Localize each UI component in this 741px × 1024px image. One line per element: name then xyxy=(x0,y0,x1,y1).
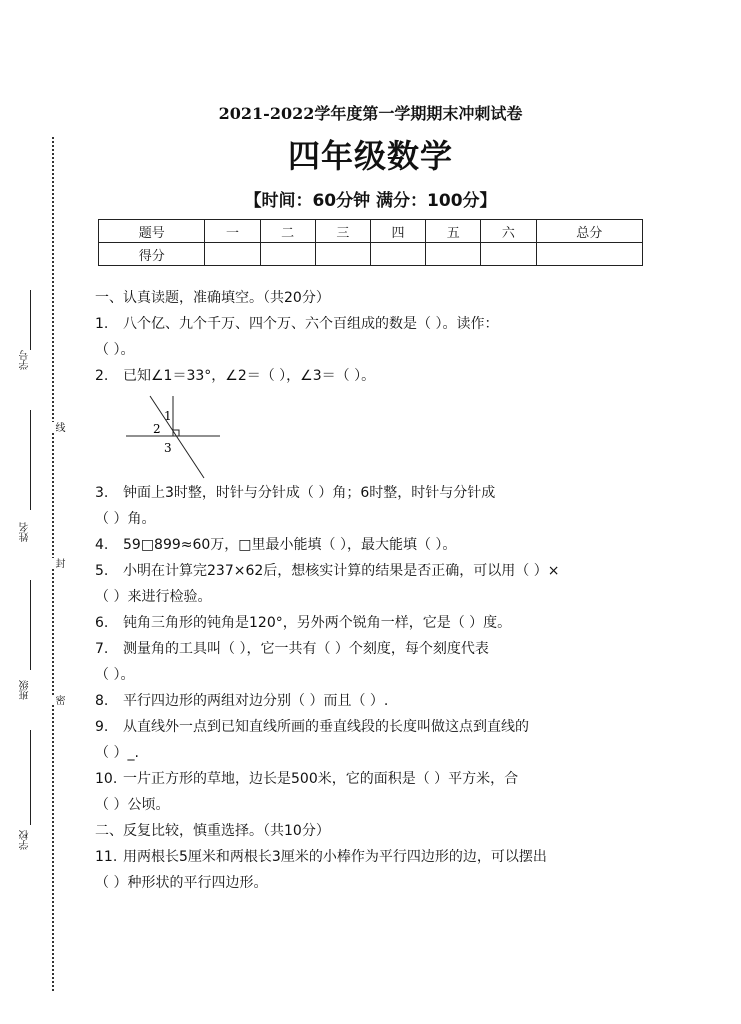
line-text: 二、反复比较，慎重选择。（共10分） xyxy=(95,823,330,839)
line-text: 平行四边形的两组对边分别（ ）而且（ ）. xyxy=(123,693,389,709)
line-text: 八个亿、九个千万、四个万、六个百组成的数是（ ）。读作： xyxy=(123,316,499,332)
school-label: 学校 xyxy=(20,830,31,850)
score-table-header-cell: 总分 xyxy=(536,220,642,243)
line-text: （ ）。 xyxy=(95,667,135,683)
score-table-header-cell: 六 xyxy=(481,220,536,243)
school-underline xyxy=(30,730,31,825)
line-text: 一、认真读题，准确填空。（共20分） xyxy=(95,290,330,306)
question-number: 6. xyxy=(95,615,109,631)
line-text: 59□899≈60万，□里最小能填（ ），最大能填（ ）。 xyxy=(123,537,457,553)
angle-label-3: 3 xyxy=(164,441,172,455)
question-line xyxy=(95,716,529,736)
score-cell xyxy=(315,243,370,266)
exam-subject: 四年级数学 xyxy=(287,137,453,175)
student-id-underline xyxy=(30,290,31,350)
question-number: 2. xyxy=(95,368,109,384)
score-table-header-row xyxy=(99,220,643,243)
name-label: 姓名 xyxy=(20,522,31,542)
question-line xyxy=(95,872,267,892)
question-line xyxy=(95,508,155,528)
question-number: 5. xyxy=(95,563,109,579)
line-text: （ ）种形状的平行四边形。 xyxy=(95,875,268,891)
score-cell xyxy=(205,243,260,266)
name-underline xyxy=(30,410,31,510)
question-line xyxy=(95,586,211,606)
question-number: 8. xyxy=(95,693,109,709)
line-text: （ ）来进行检验。 xyxy=(95,589,212,605)
score-table-score-row xyxy=(99,243,643,266)
line-text: 一片正方形的草地，边长是500米，它的面积是（ ）平方米，合 xyxy=(123,771,519,787)
question-number: 7. xyxy=(95,641,109,657)
question-line xyxy=(95,612,511,632)
question-line xyxy=(95,794,169,814)
score-table-header-cell: 四 xyxy=(370,220,425,243)
exam-time-info: 【时间：60分钟 满分：100分】 xyxy=(244,191,497,211)
question-number: 9. xyxy=(95,719,109,735)
question-line xyxy=(95,664,134,684)
class-label: 班级 xyxy=(20,680,31,700)
question-line xyxy=(95,534,456,554)
line-text: （ ）。 xyxy=(95,342,135,358)
question-line xyxy=(95,742,139,762)
score-table-header-cell: 二 xyxy=(260,220,315,243)
question-line xyxy=(95,638,489,658)
line-text: 用两根长5厘米和两根长3厘米的小棒作为平行四边形的边，可以摆出 xyxy=(123,849,547,865)
question-line xyxy=(95,313,498,333)
score-cell xyxy=(536,243,642,266)
line-text: 小明在计算完237×62后，想核实计算的结果是否正确，可以用（ ）× xyxy=(123,563,560,579)
line-text: （ ）角。 xyxy=(95,511,156,527)
question-line xyxy=(95,846,547,866)
angle-label-2: 2 xyxy=(153,422,161,436)
question-line xyxy=(95,339,134,359)
score-table-score-label: 得分 xyxy=(99,243,205,266)
section-heading-2 xyxy=(95,820,330,840)
angle-label-1: 1 xyxy=(164,409,172,423)
score-table-header-cell: 题号 xyxy=(99,220,205,243)
student-id-label: 学号 xyxy=(20,350,31,370)
score-table-header-cell: 一 xyxy=(205,220,260,243)
question-number: 4. xyxy=(95,537,109,553)
question-number: 3. xyxy=(95,485,109,501)
line-text: （ ）公顷。 xyxy=(95,797,170,813)
question-number: 10. xyxy=(95,771,118,787)
score-cell xyxy=(370,243,425,266)
question-number: 11. xyxy=(95,849,118,865)
angle-figure xyxy=(120,392,230,482)
question-line xyxy=(95,482,495,502)
slanted-line-a xyxy=(150,396,204,478)
line-text: （ ）_. xyxy=(95,745,139,761)
line-text: 已知∠1＝33°，∠2＝（ ），∠3＝（ ）。 xyxy=(123,368,376,384)
score-table xyxy=(98,219,643,266)
question-number: 1. xyxy=(95,316,109,332)
question-line xyxy=(95,365,375,385)
score-table-header-cell: 五 xyxy=(426,220,481,243)
line-text: 钟面上3时整，时针与分针成（ ）角；6时整，时针与分针成 xyxy=(123,485,496,501)
line-text: 钝角三角形的钝角是120°，另外两个锐角一样，它是（ ）度。 xyxy=(123,615,512,631)
score-cell xyxy=(260,243,315,266)
line-text: 测量角的工具叫（ ），它一共有（ ）个刻度，每个刻度代表 xyxy=(123,641,489,657)
score-table-header-cell: 三 xyxy=(315,220,370,243)
question-line xyxy=(95,690,388,710)
question-line xyxy=(95,768,518,788)
class-underline xyxy=(30,580,31,670)
seal-mark-line: 线 xyxy=(53,422,64,432)
seal-mark-secret: 密 xyxy=(53,695,64,705)
score-cell xyxy=(481,243,536,266)
question-line xyxy=(95,560,559,580)
seal-mark-seal: 封 xyxy=(53,558,64,568)
section-heading-1 xyxy=(95,287,330,307)
line-text: 从直线外一点到已知直线所画的垂直线段的长度叫做这点到直线的 xyxy=(123,719,529,735)
score-cell xyxy=(426,243,481,266)
exam-title: 2021-2022学年度第一学期期末冲刺试卷 xyxy=(218,104,523,123)
